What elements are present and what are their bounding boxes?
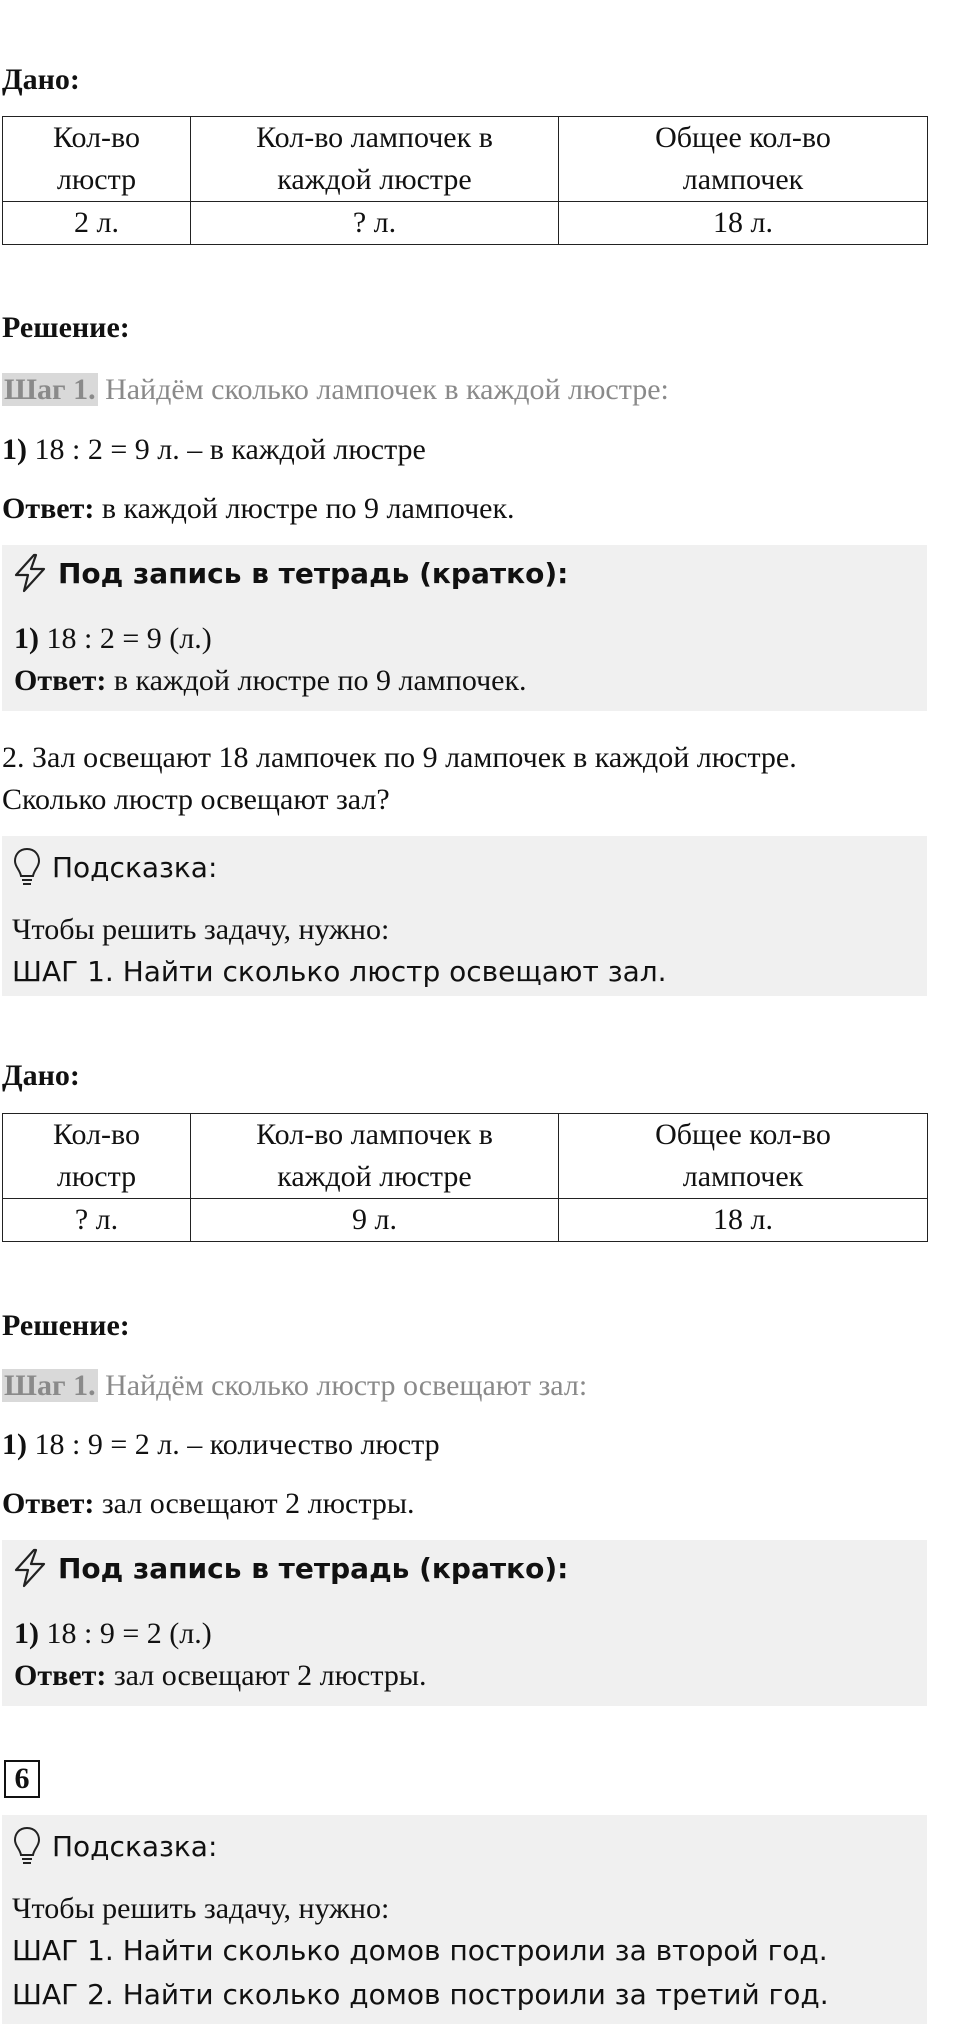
given-table <box>2 116 928 245</box>
equation-line: 1) 18 : 9 = 2 л. – количество люстр <box>2 1428 440 1461</box>
task-number-box: 6 <box>4 1760 40 1798</box>
lightbulb-icon <box>12 846 42 888</box>
table-cell: 2 л. <box>3 202 191 245</box>
table-header-cell: Кол-во люстр <box>3 117 191 202</box>
table-header-row <box>3 117 928 202</box>
lightning-icon <box>12 553 48 593</box>
table-header-cell: Кол-во люстр <box>3 1114 191 1199</box>
hint-intro: Чтобы решить задачу, нужно: <box>12 913 390 946</box>
table-cell: 18 л. <box>559 1199 928 1242</box>
table-row <box>3 202 928 245</box>
step-tag: Шаг 1. <box>4 373 96 406</box>
note-box-title: Под запись в тетрадь (кратко): <box>12 553 568 593</box>
table-cell: 18 л. <box>559 202 928 245</box>
note-box <box>2 1540 927 1706</box>
table-header-row <box>3 1114 928 1199</box>
hint-intro: Чтобы решить задачу, нужно: <box>12 1892 390 1925</box>
table-cell: 9 л. <box>191 1199 559 1242</box>
lightning-icon <box>12 1548 48 1588</box>
table-header-cell: Общее кол-во лампочек <box>559 117 928 202</box>
task2-text-line1: 2. Зал освещают 18 лампочек по 9 лампочек в каждой люстре. <box>2 741 797 774</box>
note-answer: Ответ: в каждой люстре по 9 лампочек. <box>14 664 527 697</box>
table-row <box>3 1199 928 1242</box>
table-cell: ? л. <box>191 202 559 245</box>
note-equation: 1) 18 : 9 = 2 (л.) <box>14 1617 212 1650</box>
table-header-cell: Общее кол-во лампочек <box>559 1114 928 1199</box>
table-cell: ? л. <box>3 1199 191 1242</box>
given-label: Дано: <box>2 63 80 96</box>
hint-box-title: Подсказка: <box>12 1825 217 1867</box>
solution-label: Решение: <box>2 311 130 344</box>
step-text: Найдём сколько лампочек в каждой люстре: <box>97 373 669 406</box>
hint-box <box>2 836 927 996</box>
given-label: Дано: <box>2 1059 80 1092</box>
step-line <box>2 370 669 410</box>
equation-line: 1) 18 : 2 = 9 л. – в каждой люстре <box>2 433 426 466</box>
step-text: Найдём сколько люстр освещают зал: <box>97 1369 588 1402</box>
hint-step-1: ШАГ 1. Найти сколько домов построили за второй год. <box>12 1934 828 1967</box>
table-header-cell: Кол-во лампочек в каждой люстре <box>191 1114 559 1199</box>
answer-line: Ответ: зал освещают 2 люстры. <box>2 1487 415 1520</box>
hint-step-2: ШАГ 2. Найти сколько домов построили за третий год. <box>12 1978 829 2011</box>
step-tag: Шаг 1. <box>4 1369 96 1402</box>
hint-box <box>2 1815 927 2024</box>
lightbulb-icon <box>12 1825 42 1867</box>
answer-line: Ответ: в каждой люстре по 9 лампочек. <box>2 492 515 525</box>
note-equation: 1) 18 : 2 = 9 (л.) <box>14 622 212 655</box>
hint-step-1: ШАГ 1. Найти сколько люстр освещают зал. <box>12 955 667 988</box>
given-table <box>2 1113 928 1242</box>
hint-box-title: Подсказка: <box>12 846 217 888</box>
task2-text-line2: Сколько люстр освещают зал? <box>2 783 390 816</box>
note-box-title: Под запись в тетрадь (кратко): <box>12 1548 568 1588</box>
table-header-cell: Кол-во лампочек в каждой люстре <box>191 117 559 202</box>
solution-label: Решение: <box>2 1309 130 1342</box>
step-line <box>2 1366 587 1406</box>
note-answer: Ответ: зал освещают 2 люстры. <box>14 1659 427 1692</box>
note-box <box>2 545 927 711</box>
